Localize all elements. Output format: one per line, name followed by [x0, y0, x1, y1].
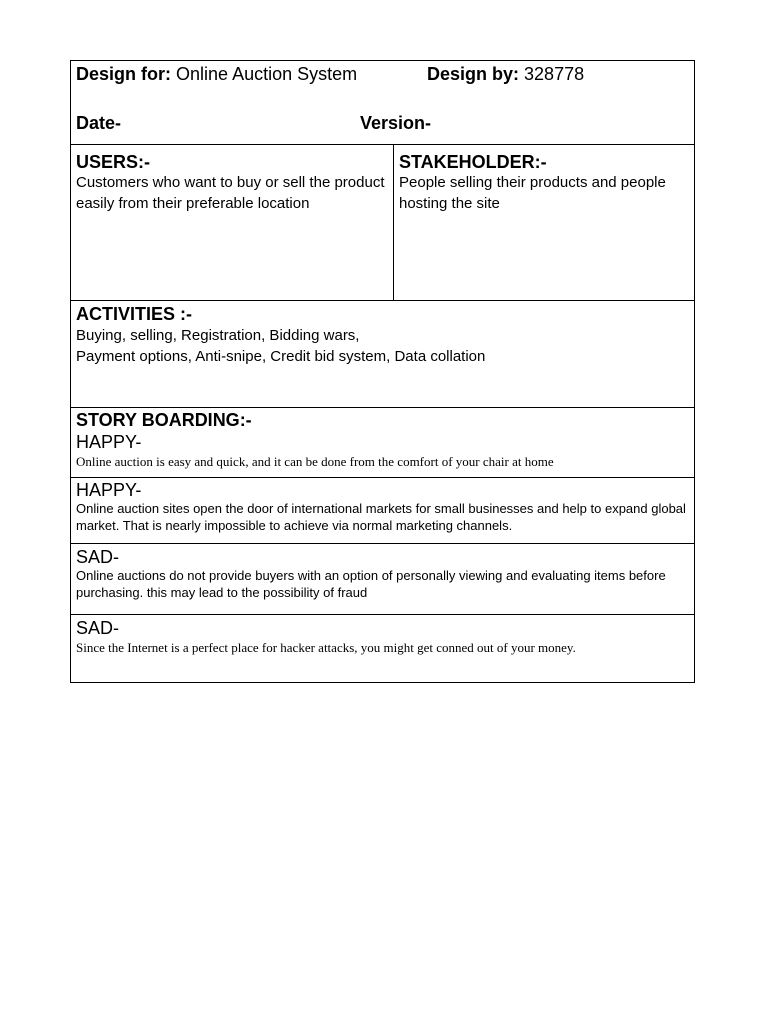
activities-line-2: Payment options, Anti-snipe, Credit bid system, Data collation [76, 347, 486, 365]
design-sheet [70, 60, 695, 683]
version-label: Version- [360, 113, 432, 133]
story-text: Online auction is easy and quick, and it can be done from the comfort of your chair at home [76, 454, 554, 469]
users-cell [71, 145, 394, 300]
design-for-value: Online Auction System [176, 64, 358, 84]
stakeholder-text: People selling their products and people hosting the site [399, 174, 666, 212]
users-title: USERS:- [76, 152, 151, 172]
story-mood: SAD- [76, 547, 120, 567]
storyboard-title: STORY BOARDING:- [76, 410, 252, 430]
date-line [76, 112, 121, 134]
story-row-1 [71, 408, 694, 478]
date-label: Date- [76, 113, 122, 133]
story-mood: HAPPY- [76, 480, 142, 500]
design-for-line [76, 63, 357, 85]
story-mood: HAPPY- [76, 432, 142, 452]
users-stakeholder-section [71, 145, 694, 301]
activities-title: ACTIVITIES :- [76, 304, 192, 324]
design-by-label: Design by: [427, 64, 520, 84]
story-text: Since the Internet is a perfect place for hacker attacks, you might get conned out of your money. [76, 640, 576, 655]
activities-section [71, 301, 694, 408]
design-for-label: Design for: [76, 64, 172, 84]
story-row-3 [71, 544, 694, 615]
activities-line-1: Buying, selling, Registration, Bidding wars, [76, 327, 360, 344]
version-line [360, 112, 431, 134]
stakeholder-title: STAKEHOLDER:- [399, 152, 547, 172]
design-by-line [427, 63, 584, 85]
story-text: Online auctions do not provide buyers with an option of personally viewing and evaluating items before purchasing. this may lead to the possibility of fraud [76, 568, 666, 600]
stakeholder-cell [394, 145, 694, 300]
header-section [71, 61, 694, 145]
users-text: Customers who want to buy or sell the product easily from their preferable location [76, 174, 385, 212]
story-row-2 [71, 478, 694, 544]
story-text: Online auction sites open the door of international markets for small businesses and help to expand global market. That is nearly impossible to achieve via normal marketing channels. [76, 501, 686, 533]
story-row-4 [71, 615, 694, 682]
story-mood: SAD- [76, 618, 120, 638]
design-by-value: 328778 [524, 64, 585, 84]
